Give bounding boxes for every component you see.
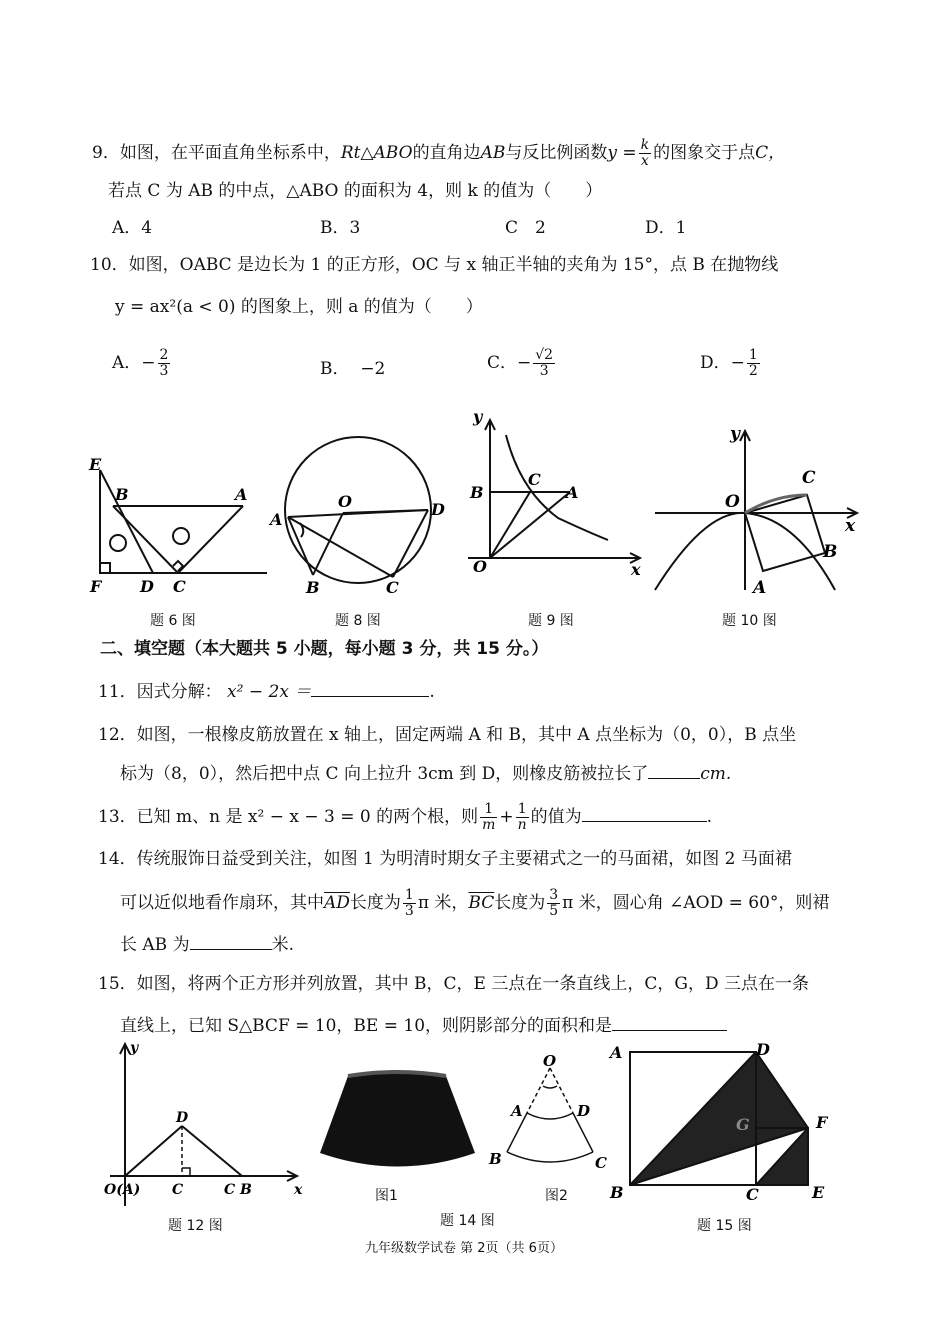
figure-14-image2 [485,1050,615,1180]
fig14-sub2-caption: 图2 [545,1188,568,1204]
q9-k-over-x: $\frac{k}{x}$ [640,137,650,169]
fig12-label-o-a: O(A) [104,1182,141,1198]
fig8-caption: 题 8 图 [335,613,381,629]
fig9-label-x: x [631,560,641,579]
fig14-sub1-caption: 图1 [375,1188,398,1204]
q10-option-c: C．− $\frac{√2}{3}$ [487,347,554,379]
fig6-label-a: A [235,485,248,504]
fig14-caption: 题 14 图 [440,1213,495,1229]
figure-9 [458,410,653,580]
page-footer: 九年级数学试卷 第 2页（共 6页） [365,1241,563,1256]
q10-line1: 10．如图，OABC 是边长为 1 的正方形，OC 与 x 轴正半轴的夹角为 15°，点 B 在抛物线 [90,255,779,275]
fig15-label-a: A [610,1043,623,1062]
figure-8 [268,425,453,600]
fig6-label-b: B [115,485,129,504]
q13-line: 13．已知 m、n 是 x² − x − 3 = 0 的两个根，则 $\frac{1}{m}$ + $\frac{1}{n}$ 的值为 . [98,801,713,833]
fig12-label-d: D [176,1110,189,1126]
fig14-label-o: O [543,1052,557,1070]
fig15-label-d: D [756,1040,770,1059]
fig15-label-b: B [610,1183,624,1202]
q14-line2: 可以近似地看作扇环，其中$\overline{AD}$长度为 $\frac{1}{3}$ π 米，$\overline{BC}$长度为 $\frac{3}{5}$ π 米，圆心角 ∠AOD = 60°，则裙 [120,887,830,919]
q15-line1: 15．如图，将两个正方形并列放置，其中 B，C，E 三点在一条直线上，C，G，D 三点在一条 [98,974,809,994]
fig9-caption: 题 9 图 [528,613,574,629]
fig14-label-b: B [489,1150,502,1168]
figure-15 [608,1040,838,1205]
fig10-caption: 题 10 图 [722,613,777,629]
fig10-label-o: O [725,492,740,512]
figure-12 [100,1038,310,1210]
q9-option-c: C 2 [505,218,546,238]
fig9-label-a: A [566,483,579,502]
fig8-label-d: D [431,500,445,519]
q14-line1: 14．传统服饰日益受到关注，如图 1 为明清时期女子主要裙式之一的马面裙，如图 2 马面裙 [98,849,792,869]
fig15-label-e: E [812,1183,825,1202]
q9-option-d: D．1 [645,218,687,238]
fig10-label-c: C [802,468,816,488]
q12-answer-blank[interactable] [648,762,700,779]
q13-answer-blank[interactable] [582,805,707,822]
fig8-label-o: O [338,492,352,511]
q9-option-b: B．3 [320,218,361,238]
figure-14-image1 [318,1068,478,1183]
fig12-label-x: x [294,1182,303,1198]
q10-option-d: D．− $\frac{1}{2}$ [700,347,758,379]
q12-line1: 12．如图，一根橡皮筋放置在 x 轴上，固定两端 A 和 B，其中 A 点坐标为（0，0），B 点坐 [98,725,797,745]
fig8-label-c: C [386,578,399,597]
fig14-label-d: D [577,1102,591,1120]
fig10-label-b: B [823,542,838,562]
fig10-label-y: y [730,425,740,444]
fig6-label-d: D [140,577,154,596]
fig9-label-y: y [473,410,483,426]
fig10-label-x: x [845,516,856,536]
fig9-label-c: C [528,470,541,489]
q9-line1: 9．如图，在平面直角坐标系中，Rt△ABO的直角边AB与反比例函数y = $\frac{k}{x}$ 的图象交于点C， [92,137,786,169]
figure-6 [85,450,275,600]
fig15-caption: 题 15 图 [697,1218,752,1234]
fig12-label-b: B [240,1182,252,1198]
fig8-label-a: A [270,510,283,529]
fig12-label-c: C [172,1182,184,1198]
fig14-label-c: C [595,1154,607,1172]
fig6-label-e: E [89,455,102,474]
fig9-label-b: B [470,483,484,502]
q9-option-a: A．4 [112,218,153,238]
q15-line2: 直线上，已知 S△BCF = 10，BE = 10，则阴影部分的面积和是 [120,1014,727,1037]
q14-answer-blank[interactable] [190,933,272,950]
q11-line: 11．因式分解： x² − 2x ＝ . [98,682,435,702]
figure-10 [645,425,870,600]
q14-line3: 长 AB 为 米. [120,935,294,955]
fig12-label-y: y [130,1040,139,1056]
q15-answer-blank[interactable] [612,1014,727,1031]
fig12-label-c2: C [224,1182,236,1198]
fig15-label-g: G [736,1115,750,1134]
section-2-title: 二、填空题（本大题共 5 小题，每小题 3 分，共 15 分。） [100,639,549,659]
fig9-label-o: O [473,557,487,576]
q9-number: 9． [92,143,120,163]
q9-line2: 若点 C 为 AB 的中点，△ABO 的面积为 4，则 k 的值为（ ） [108,181,603,201]
fig10-label-a: A [753,578,767,598]
q10-option-a: A．− $\frac{2}{3}$ [112,347,169,379]
q12-line2: 标为（8，0），然后把中点 C 向上拉升 3cm 到 D，则橡皮筋被拉长了 cm. [120,764,732,784]
q10-line2: y = ax²(a < 0) 的图象上，则 a 的值为（ ） [115,297,483,317]
fig15-label-c: C [746,1185,759,1204]
fig8-label-b: B [306,578,320,597]
q10-option-b: B． −2 [320,359,386,379]
fig6-label-f: F [90,577,102,596]
fig14-label-a: A [511,1102,523,1120]
q10-number: 10． [90,255,129,275]
fig12-caption: 题 12 图 [168,1218,223,1234]
fig6-label-c: C [173,577,186,596]
fig15-label-f: F [816,1113,828,1132]
q11-answer-blank[interactable] [311,680,429,697]
fig6-caption: 题 6 图 [150,613,196,629]
